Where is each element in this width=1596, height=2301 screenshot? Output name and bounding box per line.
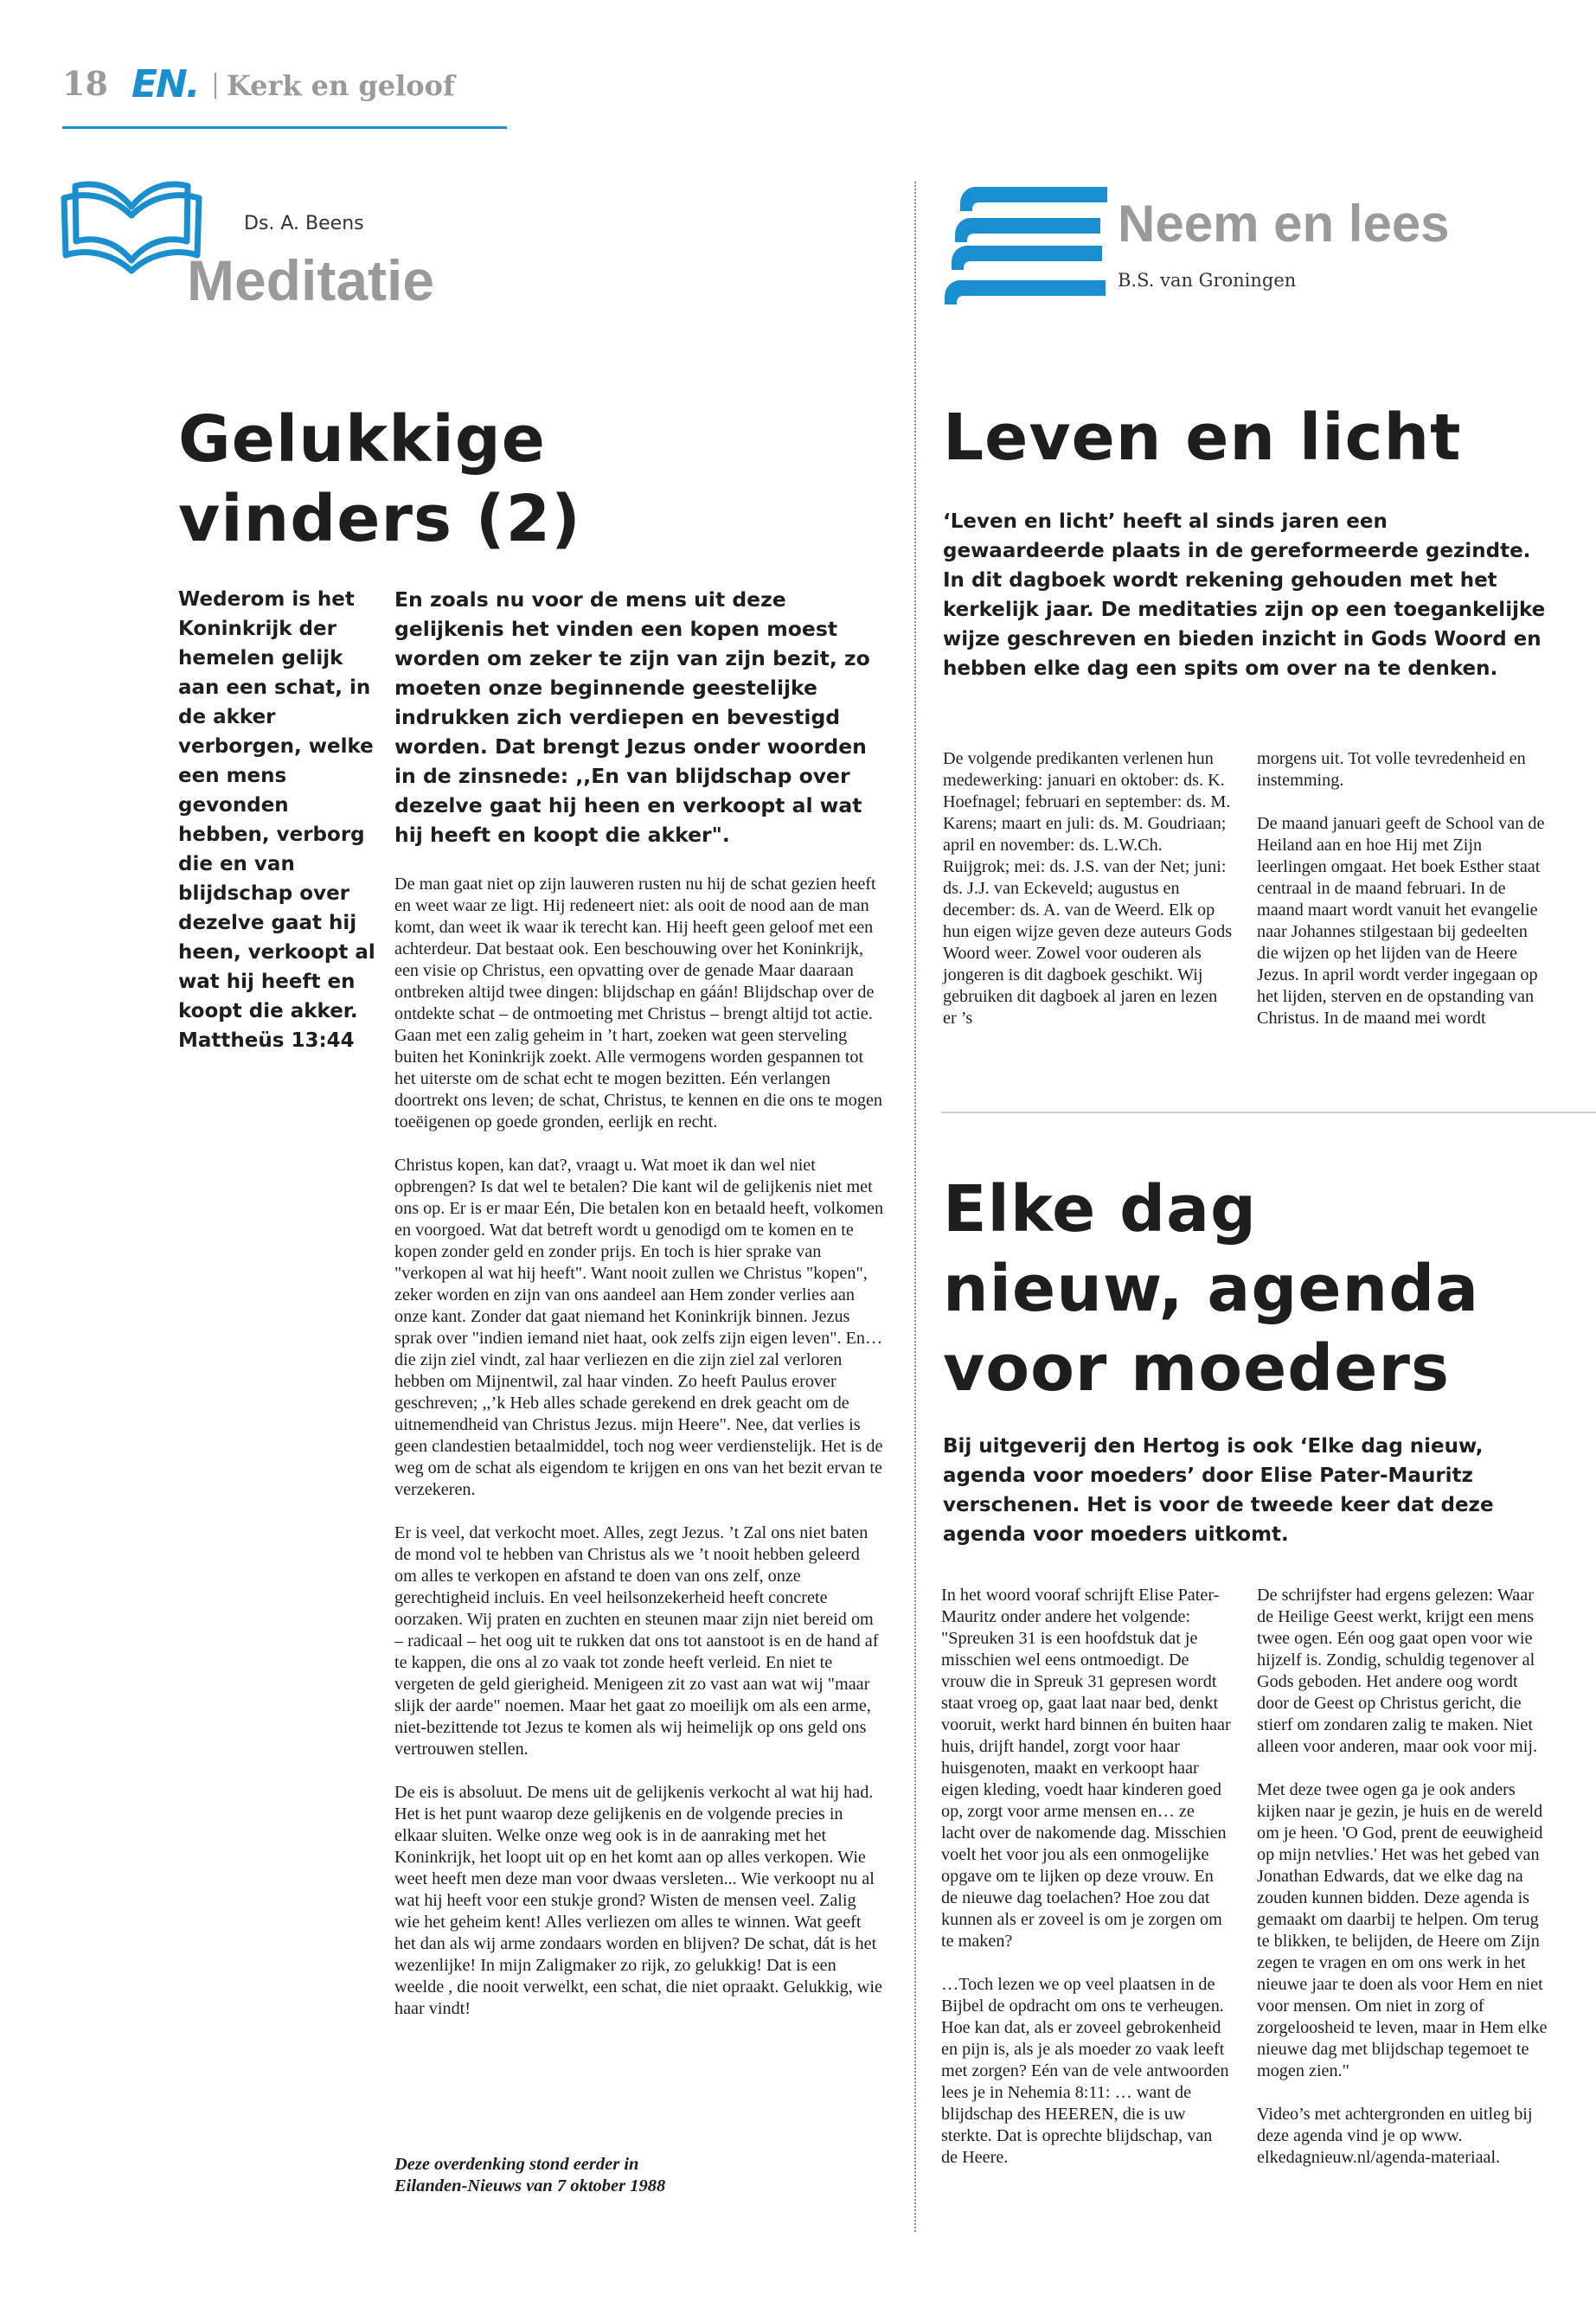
headline-line: vinders (2) <box>178 482 581 556</box>
article2-column-1 <box>941 1585 1233 2169</box>
headline-line: nieuw, agenda <box>943 1252 1480 1326</box>
section-title: Kerk en geloof <box>227 69 455 102</box>
header-separator <box>215 73 216 99</box>
body-paragraph: …Toch lezen we op veel plaatsen in de Bijbel de opdracht om ons te verheugen. Hoe kan dat, als er zoveel gebrokenheid en pijn is, als je als moeder zo vaak leeft met zorgen? Eén van de vele antwoorden lees je in Nehemia 8:11: … want de blijdschap des HEEREN, die is uw sterkte. Dat is oprechte blijdschap, van de Heere. <box>941 1975 1229 2167</box>
column-divider <box>914 182 916 2232</box>
headline-line: voor moeders <box>943 1331 1451 1406</box>
credit-line: Deze overdenking stond eerder in <box>394 2155 639 2174</box>
body-paragraph: Met deze twee ogen ga je ook anders kijken naar je gezin, je huis en de wereld om je heen. 'O God, prent de eeuwigheid op mijn netvlies.' Het was het gebed van Jonathan Edwards, dat we elke dag na zouden kunnen bidden. Deze agenda is gemaakt om daarbij te helpen. Om terug te blikken, te belijden, de Heere om Zijn zegen te vragen en om ons werk in het nieuwe jaar te doen als voor Hem en niet voor mensen. Om niet in zorg of zorgeloosheid te leven, maar in Hem elke nieuwe dag met blijdschap tegemoet te mogen zien." <box>1257 1780 1548 2080</box>
neem-en-lees-author: B.S. van Groningen <box>1118 270 1297 291</box>
body-paragraph: In het woord vooraf schrijft Elise Pater-Mauritz onder andere het volgende: "Spreuken 31 is een hoofdstuk dat je misschien wel eens ontmoedigt. De vrouw die in Spreuk 31 gepresen wordt staat vroeg op, gaat laat naar bed, denkt vooruit, werkt hard binnen én buiten haar huis, drijft handel, zorgt voor haar huisgenoten, maakt en verkoopt haar eigen kleding, voedt haar kinderen goed op, zorgt voor arme mensen en… ze lacht over de nakomende dag. Misschien voelt het voor jou als een onmogelijke opgave om te lijken op deze vrouw. En de nieuwe dag toelachen? Hoe zou dat kunnen als er zoveel is om je zorgen om te maken? <box>941 1586 1231 1951</box>
article1-column-1 <box>943 748 1233 1029</box>
header-rule <box>62 126 507 129</box>
body-paragraph: Er is veel, dat verkocht moet. Alles, zegt Jezus. ’t Zal ons niet baten de mond vol te hebben van Christus als we ’t nooit hebben geleerd om alles te verkopen en afstand te doen van ons zelf, onze gerechtigheid incluis. En veel heilsonzekerheid heeft concrete oorzaken. Wij praten en zuchten en steunen maar zijn niet bereid om – radicaal – het oog uit te rukken dat ons tot aanstoot is en de hand af te kappen, die ons al zo vaak tot zonde heeft verleid. En niet te vergeten de geld gierigheid. Menigeen zit zo vast aan wat wij "maar slijk der aarde" noemen. Maar het gaat zo moeilijk om als een arme, niet-bezittende tot Jezus te komen als wij heimelijk op ons geld ons vertrouwen stellen. <box>394 1523 879 1759</box>
article1-column-2 <box>1257 748 1551 1029</box>
article2-headline <box>943 1170 1566 1408</box>
headline-line: Elke dag <box>943 1172 1257 1247</box>
bible-quote: Wederom is het Koninkrijk der hemelen gelijk aan een schat, in de akker verborgen, welke een mens gevonden hebben, verborg die en van blijdschap over dezelve gaat hij heen, verkoopt al wat hij heeft en koopt die akker. Mattheüs 13:44 <box>178 588 375 1052</box>
body-paragraph: De maand januari geeft de School van de Heiland aan en hoe Hij met Zijn leerlingen omgaat. Het boek Esther staat centraal in de maand februari. In de maand maart wordt vanuit het evangelie naar Johannes stilgestaan bij gedeelten die wijzen op het lijden van de Heere Jezus. In april wordt verder ingegaan op het lijden, sterven en de opstanding van Christus. In de maand mei wordt <box>1257 814 1545 1028</box>
credit-line: Eilanden-Nieuws van 7 oktober 1988 <box>394 2176 666 2195</box>
publication-logo: EN. <box>131 62 199 106</box>
meditation-lead: En zoals nu voor de mens uit deze gelijkenis het vinden een kopen moest worden om zeker te zijn van zijn bezit, zo moeten onze beginnende geestelijke indrukken zich verdiepen en bevestigd worden. Dat brengt Jezus onder woorden in de zinsnede: ,,En van blijdschap over dezelve gaat hij heen en verkoopt al wat hij heeft en koopt die akker". <box>394 587 870 847</box>
body-paragraph: De eis is absoluut. De mens uit de gelijkenis verkocht al wat hij had. Het is het punt waarop deze gelijkenis en de volgende precies in elkaar sluiten. Welke onze weg ook is in de aanraking met het Koninkrijk, het loopt uit op en het komt aan op alles verkopen. Wie weet heeft men deze man voor dwaas versleten... Wie verkoopt nu al wat hij heeft voor een stukje grond? Wisten de mensen veel. Zalig wie het geheim kent! Alles verliezen om alles te winnen. Wat geeft het dan als wij arme zondaars worden en blijven? De schat, dát is het wezenlijke! In mijn Zaligmaker zo rijk, zo gelukkig! Dat is een weelde , die nooit verwelkt, een schat, die niet opraakt. Gelukkig, wie haar vindt! <box>394 1783 882 2018</box>
article-separator <box>941 1112 1596 1113</box>
body-paragraph: Christus kopen, kan dat?, vraagt u. Wat moet ik dan wel niet opbrengen? Is dat wel te betalen? Die kant wil de gelijkenis niet met ons op. Er is er maar Eén, Die betalen kon en betaald heeft, volkomen en voorgoed. Wat dat betreft wordt u genodigd om te komen en te kopen zonder geld en zonder prijs. En toch is hier sprake van "verkopen al wat hij heeft". Want nooit zullen we Christus "kopen", zeker worden en zijn van ons aandeel aan Hem zonder verlies aan onze kant. Zonder dat gaat niemand het Koninkrijk binnen. Jezus sprak over "indien iemand niet haat, ook zelfs zijn eigen leven". En… die zijn ziel vindt, zal haar verliezen en die zijn ziel zal verloren hebben om Mijnentwil, zal haar vinden. Zo heeft Paulus erover geschreven; ,,’k Heb alles schade gerekend en drek geacht om de uitnemendheid van Christus Jezus. mijn Heere". Nee, dat verlies is geen clandestien betaalmiddel, toch nog weer verdienstelijk. Het is de weg om de schat als eigendom te krijgen en ons van het bezit ervan te verzekeren. <box>394 1156 884 1499</box>
body-paragraph: De man gaat niet op zijn lauweren rusten nu hij de schat gezien heeft en weet waar ze ligt. Hij redeneert niet: als ooit de nood aan de man komt, dan weet ik waar ik terecht kan. Hij heeft geen geloof met een achterdeur. Dat bestaat ook. Een beschouwing over het Koninkrijk, een visie op Christus, een opvatting over de genade Maar daaraan ontbreken altijd twee dingen: blijdschap en gáán! Blijdschap over de ontdekte schat – de ontmoeting met Christus – brengt altijd tot actie. Gaan met een zalig geheim in ’t hart, zoeken wat geen sterveling buiten het Koninkrijk zoekt. Alle vermogens worden gespannen tot het uiterste om de schat echt te mogen bezitten. Eén verlangen doortrekt ons leven; de schat, Christus, te kennen en die ons te mogen toeëigenen op goede gronden, eerlijk en recht. <box>394 875 882 1131</box>
page-number: 18 <box>62 64 108 103</box>
meditation-body <box>394 874 884 2020</box>
headline-line: Gelukkige <box>178 402 546 477</box>
article2-column-2 <box>1257 1585 1551 2169</box>
meditation-author: Ds. A. Beens <box>244 213 364 234</box>
open-book-icon <box>61 177 203 279</box>
body-paragraph: De schrijfster had ergens gelezen: Waar de Heilige Geest werkt, krijgt een mens twee ogen. Eén oog gaat open voor wie hijzelf is. Zondig, schuldig tegenover al Gods geboden. Het andere oog wordt door de Geest op Christus gericht, die stierf om zondaren zalig te maken. Niet alleen voor anderen, maar ook voor mij. <box>1257 1586 1538 1756</box>
body-paragraph: Video’s met achtergronden en uitleg bij deze agenda vind je op www. elkedagnieuw.nl/agenda-materiaal. <box>1257 2105 1533 2167</box>
neem-en-lees-section-title: Neem en lees <box>1118 195 1450 253</box>
article1-lead: ‘Leven en licht’ heeft al sinds jaren een gewaardeerde plaats in de gereformeerde gezindte. In dit dagboek wordt rekening gehouden met het kerkelijk jaar. De meditaties zijn op een toegankelijke wijze geschreven en bieden inzicht in Gods Woord en hebben elke dag een spits om over na te denken. <box>943 510 1546 680</box>
article2-lead: Bij uitgeverij den Hertog is ook ‘Elke dag nieuw, agenda voor moeders’ door Elise Pater-Mauritz verschenen. Het is voor de tweede keer dat deze agenda voor moeders uitkomt. <box>943 1435 1494 1546</box>
meditation-section-title: Meditatie <box>187 248 435 312</box>
meditation-headline <box>178 400 784 559</box>
body-paragraph: morgens uit. Tot volle tevredenheid en instemming. <box>1257 749 1526 790</box>
article-credit <box>394 2154 879 2197</box>
article1-headline: Leven en licht <box>943 401 1462 475</box>
body-paragraph: De volgende predikanten verlenen hun medewerking: januari en oktober: ds. K. Hoefnagel; februari en september: ds. M. Karens; maart en juli: ds. M. Goudriaan; april en november: ds. L.W.Ch. Ruijgrok; mei: ds. J.S. van der Net; juni: ds. J.J. van Eckeveld; augustus en december: ds. A. van de Weerd. Elk op hun eigen wijze geven deze auteurs Gods Woord weer. Zowel voor ouderen als jongeren is dit dagboek geschikt. Wij gebruiken dit dagboek al jaren en lezen er ’s <box>943 749 1233 1028</box>
stacked-books-icon <box>941 180 1114 310</box>
